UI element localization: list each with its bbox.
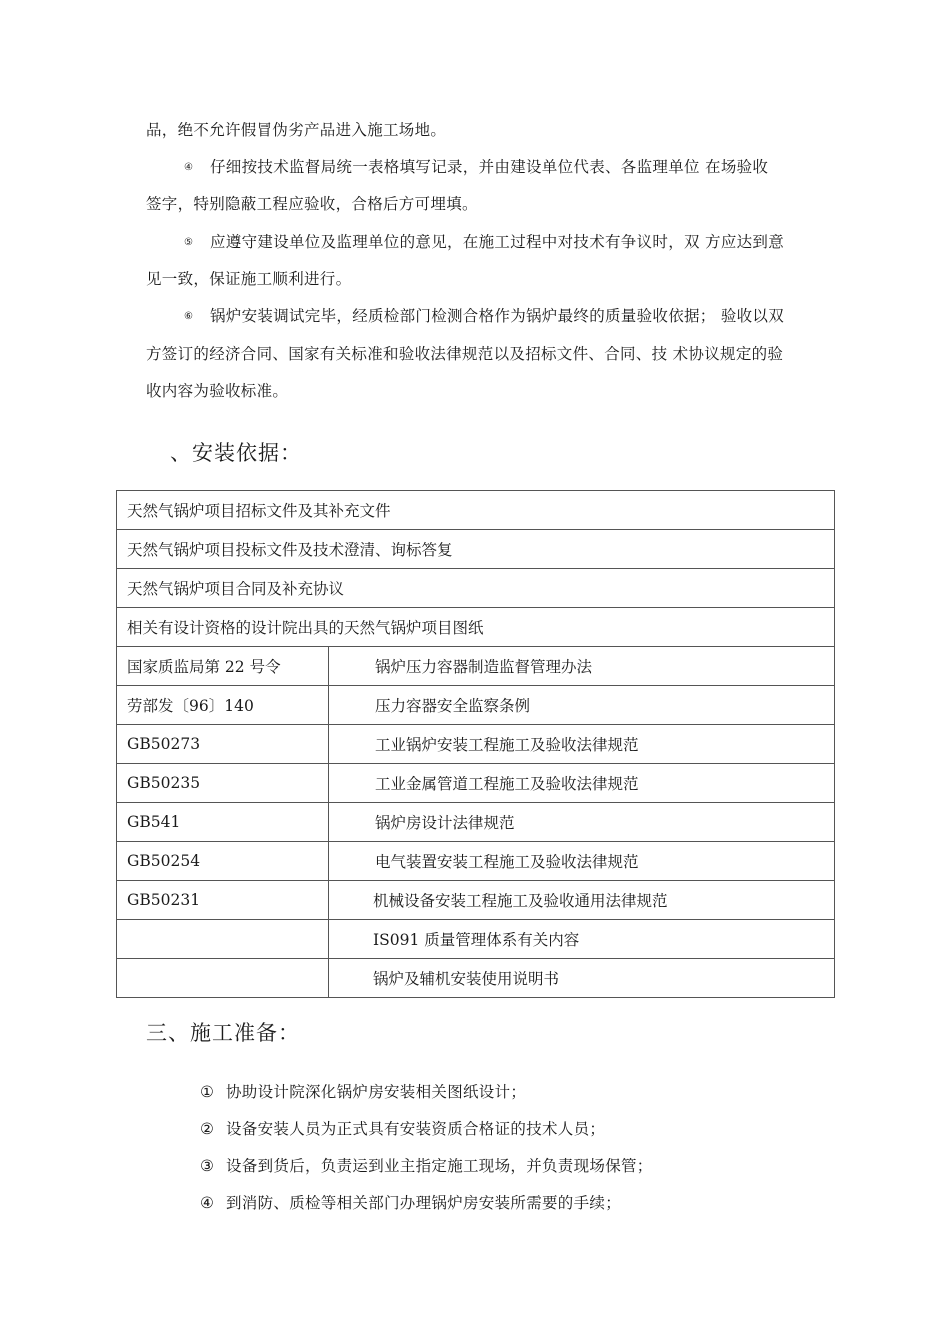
section-2-heading: 、安装依据：	[170, 441, 302, 465]
standard-name-cell: 工业锅炉安装工程施工及验收法律规范	[329, 725, 835, 764]
list-item	[200, 1117, 605, 1139]
list-item	[200, 1191, 621, 1213]
table-row	[117, 530, 835, 569]
item-text: 协助设计院深化锅炉房安装相关图纸设计；	[226, 1083, 527, 1101]
item-number: ⑥	[184, 311, 194, 322]
item-number: ③	[200, 1157, 215, 1175]
basis-cell: 天然气锅炉项目合同及补充协议	[117, 569, 835, 608]
table-row	[117, 647, 835, 686]
table-row	[117, 920, 835, 959]
standard-name-cell: 工业金属管道工程施工及验收法律规范	[329, 764, 835, 803]
section-3-heading: 三、施工准备：	[146, 1021, 300, 1045]
intro-line: 见一致，保证施工顺利进行。	[146, 270, 352, 288]
standard-code-cell: GB50231	[117, 881, 329, 920]
basis-cell: 天然气锅炉项目投标文件及技术澄清、询标答复	[117, 530, 835, 569]
item-text: 锅炉安装调试完毕，经质检部门检测合格作为锅炉最终的质量验收依据； 验收以双	[210, 307, 785, 325]
standard-name-cell: 压力容器安全监察条例	[329, 686, 835, 725]
intro-item-5	[184, 230, 784, 252]
basis-cell: 天然气锅炉项目招标文件及其补充文件	[117, 491, 835, 530]
standard-name-cell: 电气装置安装工程施工及验收法律规范	[329, 842, 835, 881]
standard-code-cell	[117, 920, 329, 959]
list-item	[200, 1154, 653, 1176]
standard-code-cell	[117, 959, 329, 998]
basis-cell: 相关有设计资格的设计院出具的天然气锅炉项目图纸	[117, 608, 835, 647]
table-row	[117, 725, 835, 764]
item-number: ②	[200, 1120, 215, 1138]
item-text: 仔细按技术监督局统一表格填写记录，并由建设单位代表、各监理单位 在场验收	[210, 158, 769, 176]
table-row	[117, 686, 835, 725]
table-row	[117, 569, 835, 608]
item-number: ④	[200, 1194, 215, 1212]
item-text: 应遵守建设单位及监理单位的意见，在施工过程中对技术有争议时，双 方应达到意	[210, 233, 785, 251]
standard-name-cell: 锅炉房设计法律规范	[329, 803, 835, 842]
table-row	[117, 881, 835, 920]
intro-line: 签字，特别隐蔽工程应验收，合格后方可埋填。	[146, 195, 478, 213]
standard-code-cell: GB50273	[117, 725, 329, 764]
standard-code-cell: GB50235	[117, 764, 329, 803]
intro-item-4	[184, 155, 768, 177]
table-row	[117, 491, 835, 530]
standard-name-cell: 锅炉压力容器制造监督管理办法	[329, 647, 835, 686]
standard-code-cell: GB50254	[117, 842, 329, 881]
item-text: 到消防、质检等相关部门办理锅炉房安装所需要的手续；	[226, 1194, 622, 1212]
installation-basis-table	[116, 490, 835, 998]
item-number: ①	[200, 1083, 215, 1101]
table-row	[117, 959, 835, 998]
list-item	[200, 1080, 526, 1102]
standard-code-cell: 劳部发〔96〕140	[117, 686, 329, 725]
standard-name-cell: 机械设备安装工程施工及验收通用法律规范	[329, 881, 835, 920]
intro-item-6	[184, 304, 784, 326]
intro-line: 方签订的经济合同、国家有关标准和验收法律规范以及招标文件、合同、技 术协议规定的验	[146, 345, 784, 363]
table-row	[117, 764, 835, 803]
standard-code-cell: 国家质监局第 22 号令	[117, 647, 329, 686]
item-text: 设备到货后，负责运到业主指定施工现场，并负责现场保管；	[226, 1157, 653, 1175]
standard-name-cell: IS091 质量管理体系有关内容	[329, 920, 835, 959]
table-row	[117, 608, 835, 647]
item-text: 设备安装人员为正式具有安装资质合格证的技术人员；	[226, 1120, 606, 1138]
table-row	[117, 842, 835, 881]
standard-code-cell: GB541	[117, 803, 329, 842]
table-row	[117, 803, 835, 842]
intro-line: 品，绝不允许假冒伪劣产品进入施工场地。	[146, 121, 447, 139]
item-number: ④	[184, 162, 194, 173]
item-number: ⑤	[184, 237, 194, 248]
intro-line: 收内容为验收标准。	[146, 382, 289, 400]
standard-name-cell: 锅炉及辅机安装使用说明书	[329, 959, 835, 998]
